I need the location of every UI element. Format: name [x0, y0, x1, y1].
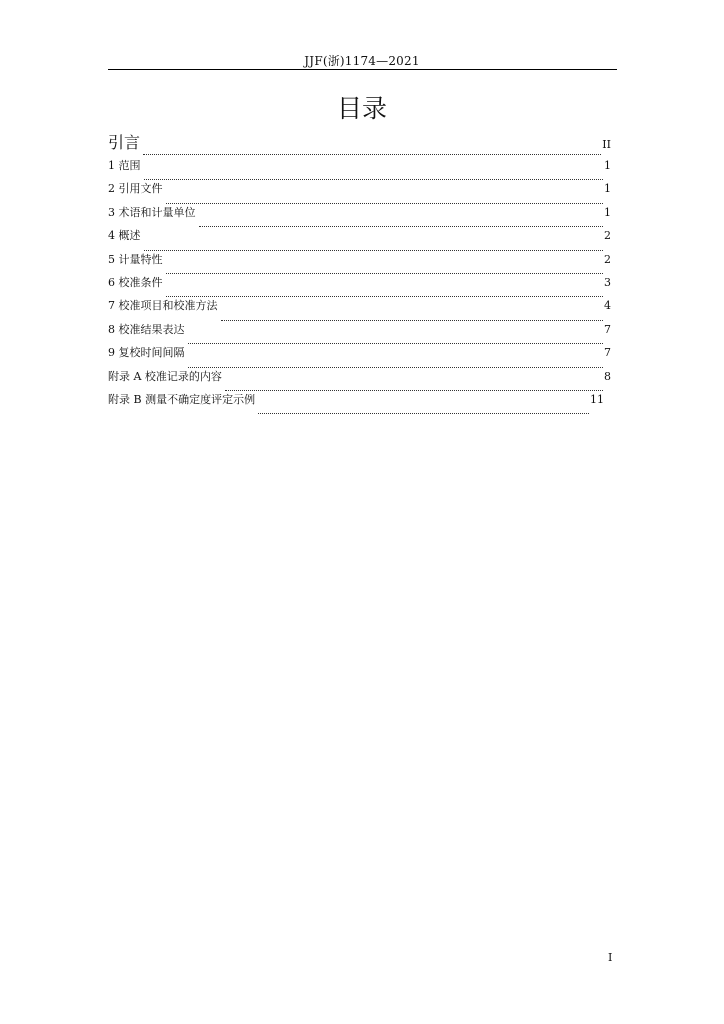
toc-entry-label: 8 校准结果表达	[108, 322, 185, 336]
toc-entry-label: 5 计量特性	[108, 252, 163, 266]
toc-entry-label: 9 复校时间间隔	[108, 346, 185, 360]
toc-entry-page: 7	[604, 346, 611, 360]
header-divider	[108, 69, 617, 70]
toc-entry-appendix-b[interactable]	[108, 393, 604, 416]
toc-entry-references[interactable]	[108, 182, 611, 205]
toc-dot-leader	[166, 193, 604, 204]
toc-dot-leader	[143, 144, 601, 155]
toc-entry-label: 1 范围	[108, 159, 141, 172]
toc-entry-foreword[interactable]	[108, 134, 611, 159]
toc-entry-scope[interactable]	[108, 159, 611, 182]
toc-dot-leader	[188, 357, 604, 368]
toc-entry-label: 3 术语和计量单位	[108, 205, 196, 219]
table-of-contents	[108, 134, 611, 416]
toc-entry-page: 3	[604, 275, 611, 289]
toc-dot-leader	[221, 310, 604, 321]
toc-dot-leader	[258, 403, 589, 414]
toc-entry-appendix-a[interactable]	[108, 370, 611, 393]
toc-entry-page: 7	[604, 322, 611, 336]
toc-entry-page: 1	[604, 205, 611, 219]
toc-entry-label: 4 概述	[108, 229, 141, 243]
toc-entry-overview[interactable]	[108, 229, 611, 252]
toc-entry-label: 引言	[108, 133, 141, 152]
toc-entry-page: 4	[604, 299, 611, 313]
toc-dot-leader	[188, 333, 604, 344]
toc-entry-calibration-results[interactable]	[108, 323, 611, 346]
toc-entry-metrological-characteristics[interactable]	[108, 253, 611, 276]
toc-entry-page: 2	[604, 229, 611, 243]
toc-entry-page: 11	[590, 392, 604, 406]
toc-dot-leader	[144, 240, 604, 251]
toc-dot-leader	[166, 263, 604, 274]
toc-entry-recalibration-interval[interactable]	[108, 346, 611, 369]
toc-dot-leader	[199, 216, 604, 227]
page-number: I	[608, 951, 613, 964]
toc-entry-page: 1	[604, 159, 611, 172]
toc-entry-calibration-items-methods[interactable]	[108, 299, 611, 322]
toc-entry-page: 2	[604, 252, 611, 266]
toc-entry-label: 2 引用文件	[108, 182, 163, 196]
toc-entry-label: 7 校准项目和校准方法	[108, 299, 218, 313]
toc-entry-page: II	[602, 138, 611, 151]
toc-entry-terms-units[interactable]	[108, 206, 611, 229]
toc-entry-page: 8	[604, 369, 611, 383]
toc-dot-leader	[144, 169, 604, 180]
toc-entry-label: 6 校准条件	[108, 275, 163, 289]
toc-entry-calibration-conditions[interactable]	[108, 276, 611, 299]
toc-entry-label: 附录 A 校准记录的内容	[108, 369, 222, 383]
toc-dot-leader	[166, 286, 604, 297]
toc-entry-page: 1	[604, 182, 611, 196]
toc-title: 目录	[336, 94, 387, 123]
standard-code: JJF(浙)1174—2021	[304, 54, 420, 68]
toc-dot-leader	[225, 380, 603, 391]
toc-entry-label: 附录 B 测量不确定度评定示例	[108, 392, 256, 406]
